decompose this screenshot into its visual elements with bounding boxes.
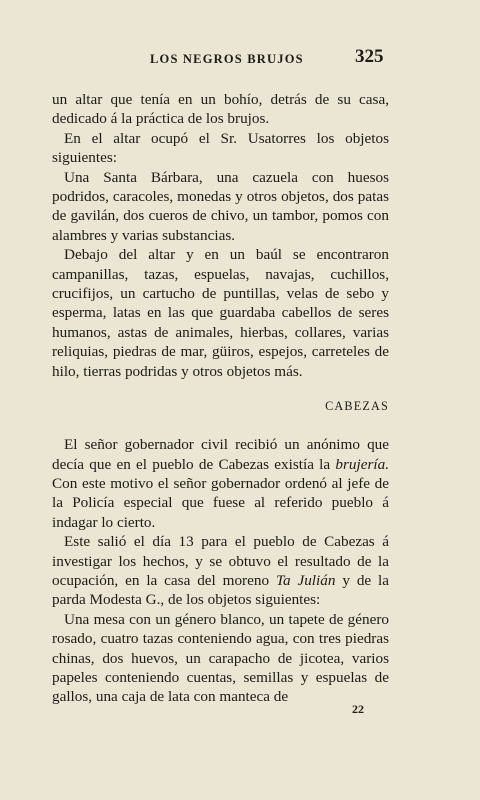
paragraph: Una Santa Bárbara, una cazuela con huesos podridos, caracoles, monedas y otros objetos, dos patas de gavilán, dos cueros de chivo, un tambor, pomos con alambres y varias substancias. <box>52 168 389 244</box>
paragraph-text: y de la parda Modesta G., de los objetos siguientes: <box>52 571 389 609</box>
page-header <box>0 46 480 76</box>
paragraph <box>52 532 389 610</box>
page-number: 325 <box>355 46 384 67</box>
paragraph <box>52 435 389 532</box>
paragraph-text: Este salió el día 13 para el pueblo de Cabezas á investigar los hechos, y se obtuvo el resultado de la ocupación, en la casa del moreno <box>52 533 389 589</box>
paragraph: En el altar ocupó el Sr. Usatorres los objetos siguientes: <box>52 129 389 167</box>
paragraph: un altar que tenía en un bohío, detrás de su casa, dedicado á la práctica de los brujos. <box>52 91 389 128</box>
page-body <box>52 90 389 707</box>
running-title: LOS NEGROS BRUJOS <box>150 52 304 66</box>
paragraph-text: El señor gobernador civil recibió un anónimo que decía que en el pueblo de Cabezas existía la <box>52 436 389 473</box>
section-heading: CABEZAS <box>325 399 389 414</box>
paragraph: Debajo del altar y en un baúl se encontraron campanillas, tazas, espuelas, navajas, cuchillos, crucifijos, un cartucho de puntillas, velas de sebo y esperma, latas en las que guardaba cabellos de seres humanos, astas de animales, hierbas, collares, varias reliquias, piedras de mar, güiros, espejos, carreteles de hilo, tierras podridas y otros objetos más. <box>52 246 389 380</box>
signature-mark: 22 <box>352 702 364 716</box>
paragraph-text: Con este motivo el señor gobernador ordenó al jefe de la Policía especial que fuese al referido pueblo á indagar lo cierto. <box>52 474 389 531</box>
italic-name: Ta Julián <box>275 571 336 589</box>
paragraph: Una mesa con un género blanco, un tapete de género rosado, cuatro tazas conteniendo agua, con tres piedras chinas, dos huevos, un carapacho de jicotea, varios papeles conteniendo cuentas, semillas y espuelas de gallos, una caja de lata con manteca de <box>52 610 389 706</box>
italic-term: brujería. <box>335 455 389 473</box>
